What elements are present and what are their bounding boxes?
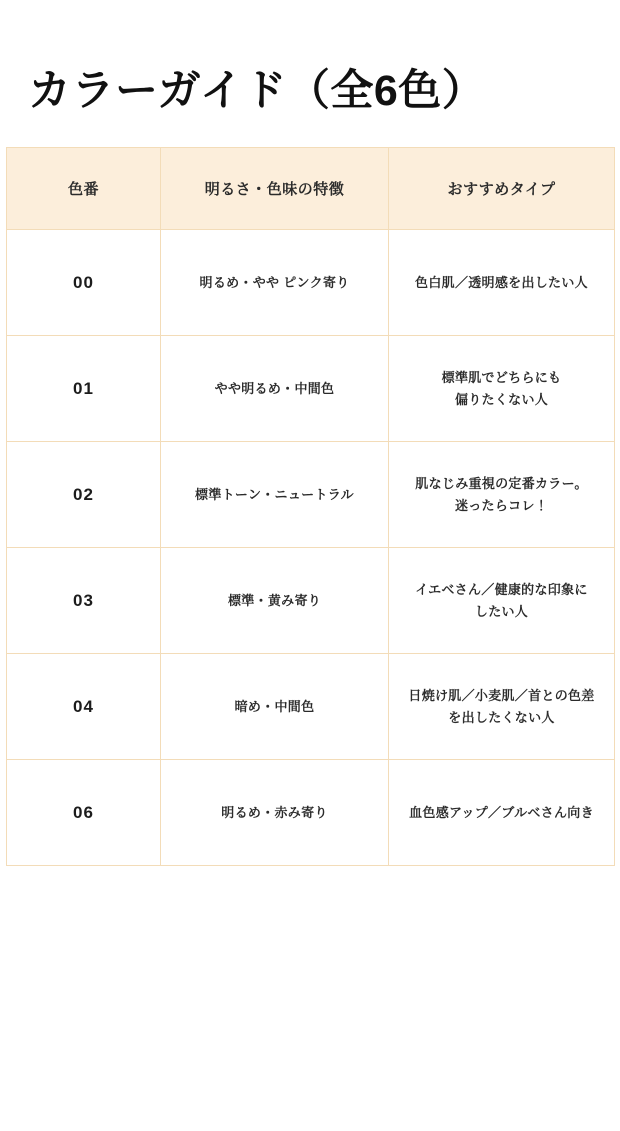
- color-guide-table-wrap: [0, 147, 620, 866]
- table-row: [7, 230, 615, 336]
- cell-code: 02: [7, 442, 161, 548]
- cell-code: 03: [7, 548, 161, 654]
- cell-code: 00: [7, 230, 161, 336]
- cell-feature: 標準トーン・ニュートラル: [161, 442, 389, 548]
- cell-recommend: 色白肌／透明感を出したい人: [389, 230, 615, 336]
- cell-recommend: 肌なじみ重視の定番カラー。 迷ったらコレ！: [389, 442, 615, 548]
- table-row: [7, 654, 615, 760]
- page-title: カラーガイド（全6色）: [28, 66, 486, 115]
- cell-code: 04: [7, 654, 161, 760]
- cell-recommend: 血色感アップ／ブルベさん向き: [389, 760, 615, 866]
- table-row: [7, 548, 615, 654]
- color-guide-table: [6, 147, 615, 866]
- table-header-row: [7, 148, 615, 230]
- column-header-feature: 明るさ・色味の特徴: [161, 148, 389, 230]
- table-row: [7, 442, 615, 548]
- column-header-code: 色番: [7, 148, 161, 230]
- table-body: [7, 230, 615, 866]
- color-guide-page: [0, 29, 620, 1131]
- cell-feature: 明るめ・赤み寄り: [161, 760, 389, 866]
- cell-feature: 暗め・中間色: [161, 654, 389, 760]
- cell-feature: やや明るめ・中間色: [161, 336, 389, 442]
- cell-feature: 標準・黄み寄り: [161, 548, 389, 654]
- cell-recommend: 標準肌でどちらにも 偏りたくない人: [389, 336, 615, 442]
- column-header-recommend: おすすめタイプ: [389, 148, 615, 230]
- cell-code: 06: [7, 760, 161, 866]
- cell-recommend: イエベさん／健康的な印象に したい人: [389, 548, 615, 654]
- table-row: [7, 336, 615, 442]
- table-header: [7, 148, 615, 230]
- cell-code: 01: [7, 336, 161, 442]
- cell-feature: 明るめ・やや ピンク寄り: [161, 230, 389, 336]
- table-row: [7, 760, 615, 866]
- cell-recommend: 日焼け肌／小麦肌／首との色差 を出したくない人: [389, 654, 615, 760]
